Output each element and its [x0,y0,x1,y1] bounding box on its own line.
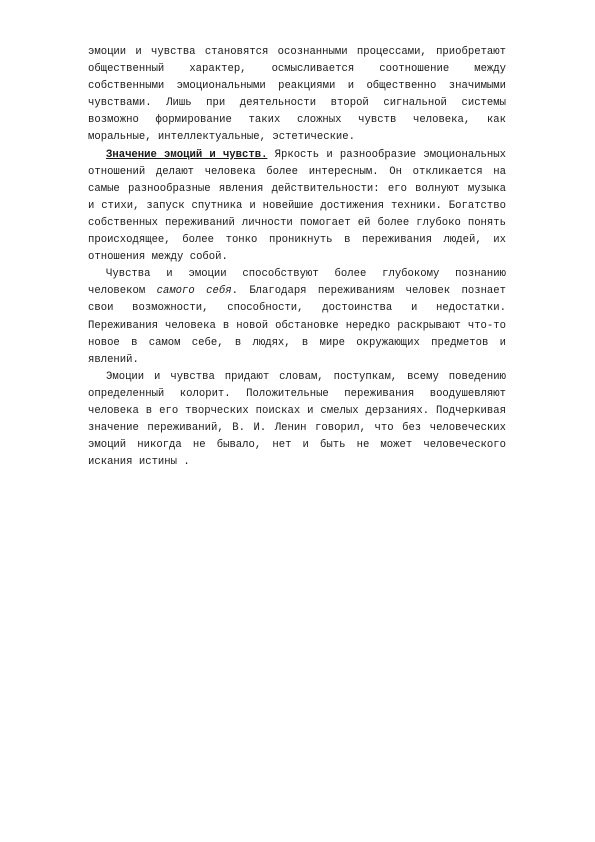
paragraph-4: Эмоции и чувства придают словам, поступкам, всему поведению определенный колорит. Положительные переживания воодушевляют человека в его творческих поисках и смелых дерзаниях. Подчеркивая значение переживаний, В. И. Ленин говорил, что без человеческих эмоций никогда не бывало, нет и быть не может человеческого искания истины . [88,370,506,469]
paragraph-1: эмоции и чувства становятся осознанными процессами, приобретают общественный характер, осмысливается соотношение между собственными эмоциональными реакциями и общественно значимыми чувствами. Лишь при деятельности второй сигнальной системы возможно формирование таких сложных чувств человека, как моральные, интеллектуальные, эстетические. [88,46,506,144]
paragraph-3-text-b: . Благодаря переживаниям человек познает свои возможности, способности, достоинства и недостатки. Переживания человека в новой обстановке нередко раскрывают что-то новое в самом себе, в людях, в мире окружающих предметов и явлений. [88,285,506,366]
section-heading: Значение эмоций и чувств. [106,148,268,161]
document-page [88,44,506,471]
paragraph-2 [88,147,506,267]
emphasis-text: самого себя [156,285,232,298]
paragraph-3 [88,266,506,369]
paragraph-2-text: Яркость и разнообразие эмоциональных отношений делают человека более интересным. Он откликается на самые разнообразные явления действительности: его волнуют музыка и стихи, запуск спутника и новейшие достижения техники. Богатство собственных переживаний личности помогает ей более глубоко понять происходящее, более тонко проникнуть в переживания людей, их отношения между собой. [88,148,506,264]
paragraph-3-text-a: Чувства и эмоции способствуют более глубокому познанию человеком [88,268,506,298]
